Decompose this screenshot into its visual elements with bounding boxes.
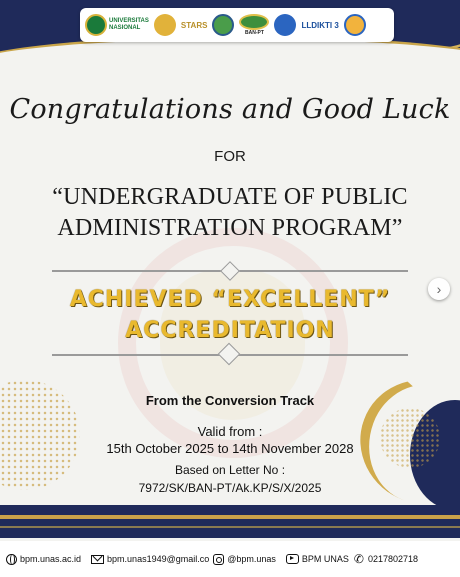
letter-number: 7972/SK/BAN-PT/Ak.KP/S/X/2025 — [138, 481, 322, 495]
seal-logo-icon — [212, 14, 234, 36]
berdampak-logo-icon — [344, 14, 366, 36]
conversion-track-label: From the Conversion Track — [145, 393, 315, 408]
letter-label: Based on Letter No : — [174, 463, 286, 477]
top-curved-border — [0, 36, 460, 99]
unas-logo — [85, 14, 149, 36]
email-contact — [91, 554, 209, 564]
congratulations-heading: Congratulations and Good Luck — [9, 94, 451, 125]
accreditation-headline — [0, 284, 460, 346]
ban-pt-logo-text: BAN-PT — [244, 29, 264, 36]
phone-icon: ✆ — [353, 552, 364, 566]
globe-icon — [6, 554, 17, 565]
program-title-line-2: ADMINISTRATION PROGRAM” — [57, 215, 403, 241]
ban-pt-logo — [239, 14, 269, 37]
program-title-line-1: “UNDERGRADUATE OF PUBLIC — [52, 184, 408, 210]
website-contact — [6, 554, 81, 565]
lldikti-logo — [301, 22, 338, 29]
email-text: bpm.unas1949@gmail.co — [107, 554, 210, 564]
youtube-contact — [286, 554, 349, 564]
chevron-right-icon: › — [436, 281, 442, 297]
youtube-text: BPM UNAS — [301, 554, 349, 564]
bottom-gold-stripe — [0, 515, 460, 519]
valid-dates: 15th October 2025 to 14th November 2028 — [106, 441, 354, 456]
instagram-contact — [213, 554, 276, 565]
phone-text: 0217802718 — [367, 554, 418, 564]
mail-icon — [91, 555, 104, 564]
for-label: FOR — [214, 148, 246, 165]
next-slide-button[interactable] — [428, 278, 450, 300]
ban-pt-emblem-icon — [239, 14, 269, 30]
accreditation-line-2: ACCREDITATION — [125, 318, 335, 343]
website-text: bpm.unas.ac.id — [20, 554, 82, 564]
valid-from-label: Valid from : — [197, 424, 263, 439]
phone-contact — [353, 553, 418, 565]
program-title — [0, 182, 460, 244]
bottom-navy-band — [0, 505, 460, 538]
lldikti-logo-text: LLDIKTI 3 — [301, 20, 339, 30]
instagram-text: @bpm.unas — [227, 554, 276, 564]
partner-logo-strip — [80, 8, 394, 42]
tut-wuri-logo-icon — [274, 14, 296, 36]
unas-emblem-icon — [85, 14, 107, 36]
contact-footer — [0, 541, 460, 577]
instagram-icon — [213, 554, 224, 565]
stars-logo-text: STARS — [180, 20, 208, 30]
anniversary-logo-icon — [154, 14, 176, 36]
accreditation-line-1: ACHIEVED “EXCELLENT” — [69, 287, 391, 312]
stars-logo — [181, 22, 208, 29]
unas-logo-text-1: UNIVERSITAS — [109, 18, 149, 24]
youtube-icon — [286, 554, 299, 564]
bottom-thin-stripe — [0, 526, 460, 528]
unas-logo-text-2: NASIONAL — [109, 25, 141, 31]
